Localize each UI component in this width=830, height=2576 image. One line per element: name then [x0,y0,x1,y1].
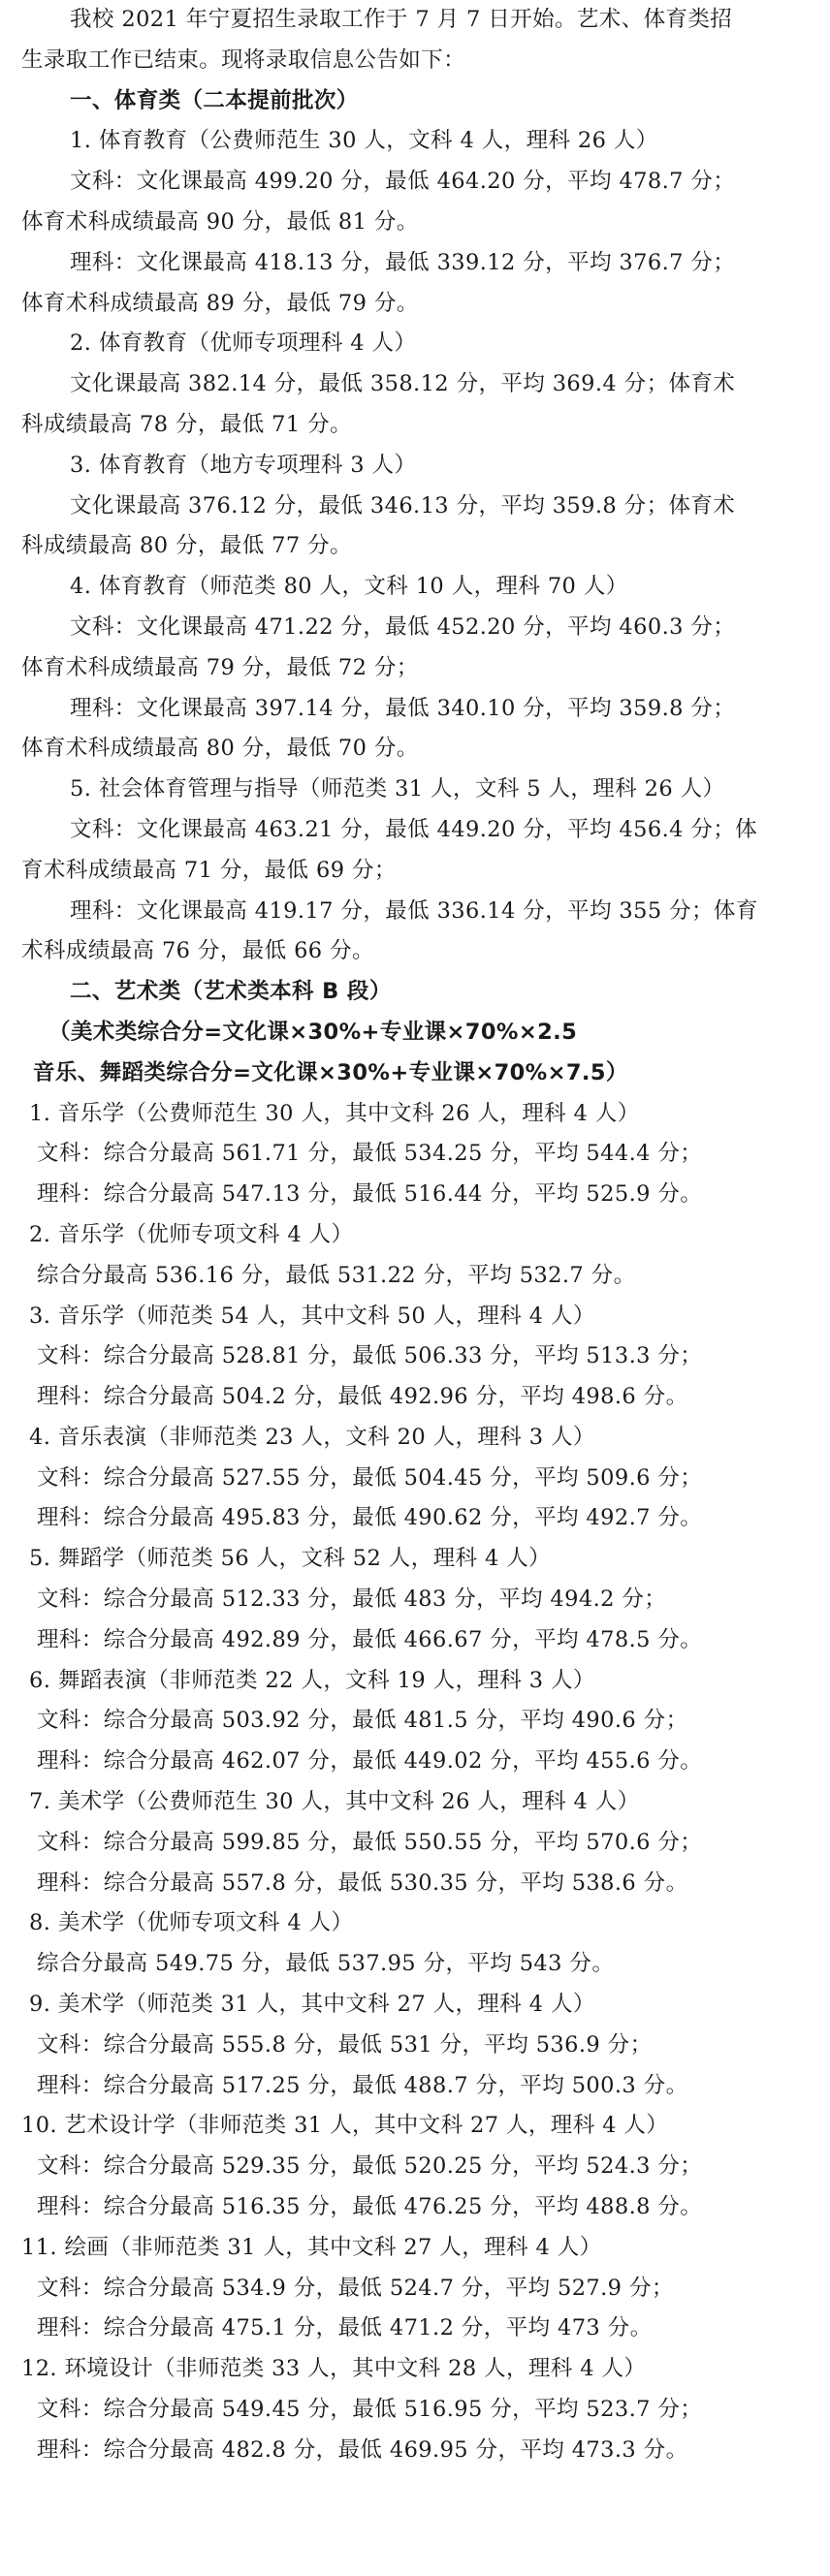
arts-line: 理科：综合分最高 495.83 分，最低 490.62 分，平均 492.7 分。 [37,1505,703,1531]
sports-line: 文化课最高 382.14 分，最低 358.12 分，平均 369.4 分；体育术 [70,371,736,397]
arts-item: 2. 音乐学（优师专项文科 4 人） [29,1221,354,1247]
arts-line: 文科：综合分最高 549.45 分，最低 516.95 分，平均 523.7 分； [37,2397,703,2423]
arts-line: 理科：综合分最高 492.89 分，最低 466.67 分，平均 478.5 分。 [37,1626,703,1652]
sports-item-4: 4. 体育教育（师范类 80 人，文科 10 人，理科 70 人） [70,574,628,600]
arts-line: 文科：综合分最高 512.33 分，最低 483 分，平均 494.2 分； [37,1586,667,1613]
arts-line: 综合分最高 536.16 分，最低 531.22 分，平均 532.7 分。 [37,1262,636,1288]
sports-line: 文化课最高 376.12 分，最低 346.13 分，平均 359.8 分；体育术 [70,492,736,518]
arts-item: 9. 美术学（师范类 31 人，其中文科 27 人，理科 4 人） [29,1992,595,2018]
arts-line: 理科：综合分最高 557.8 分，最低 530.35 分，平均 538.6 分。 [37,1869,688,1896]
arts-line: 文科：综合分最高 527.55 分，最低 504.45 分，平均 509.6 分； [37,1464,703,1491]
arts-line: 文科：综合分最高 529.35 分，最低 520.25 分，平均 524.3 分； [37,2153,703,2180]
arts-line: 文科：综合分最高 528.81 分，最低 506.33 分，平均 513.3 分； [37,1343,703,1369]
arts-line: 理科：综合分最高 462.07 分，最低 449.02 分，平均 455.6 分。 [37,1748,703,1775]
arts-item: 10. 艺术设计学（非师范类 31 人，其中文科 27 人，理科 4 人） [21,2113,669,2139]
arts-item: 8. 美术学（优师专项文科 4 人） [29,1910,354,1936]
sports-line: 理科：文化课最高 419.17 分，最低 336.14 分，平均 355 分；体育 [70,897,758,924]
arts-item: 12. 环境设计（非师范类 33 人，其中文科 28 人，理科 4 人） [21,2356,647,2382]
sports-line: 文科：文化课最高 499.20 分，最低 464.20 分，平均 478.7 分； [70,169,736,195]
sports-line: 文科：文化课最高 463.21 分，最低 449.20 分，平均 456.4 分；体 [70,816,758,842]
arts-line: 综合分最高 549.75 分，最低 537.95 分，平均 543 分。 [37,1951,615,1977]
arts-line: 理科：综合分最高 504.2 分，最低 492.96 分，平均 498.6 分。 [37,1384,688,1410]
sports-line: 体育术科成绩最高 90 分，最低 81 分。 [21,208,419,235]
sports-line: 科成绩最高 80 分，最低 77 分。 [21,533,352,559]
sports-line: 理科：文化课最高 397.14 分，最低 340.10 分，平均 359.8 分； [70,695,736,721]
section-heading-sports: 一、体育类（二本提前批次） [70,87,359,113]
sports-line: 科成绩最高 78 分，最低 71 分。 [21,411,352,437]
sports-line: 育术科成绩最高 71 分，最低 69 分； [21,857,397,883]
arts-item: 11. 绘画（非师范类 31 人，其中文科 27 人，理科 4 人） [21,2234,602,2260]
arts-line: 文科：综合分最高 555.8 分，最低 531 分，平均 536.9 分； [37,2031,653,2058]
formula-music-dance: 音乐、舞蹈类综合分=文化课×30%+专业课×70%×7.5） [33,1059,628,1085]
section-heading-arts: 二、艺术类（艺术类本科 B 段） [70,979,392,1005]
arts-line: 理科：综合分最高 482.8 分，最低 469.95 分，平均 473.3 分。 [37,2436,688,2463]
arts-line: 文科：综合分最高 599.85 分，最低 550.55 分，平均 570.6 分； [37,1829,703,1855]
sports-line: 体育术科成绩最高 80 分，最低 70 分。 [21,736,419,762]
arts-item: 4. 音乐表演（非师范类 23 人，文科 20 人，理科 3 人） [29,1424,595,1450]
sports-line: 术科成绩最高 76 分，最低 66 分。 [21,938,374,964]
sports-item-3: 3. 体育教育（地方专项理科 3 人） [70,452,417,478]
sports-line: 体育术科成绩最高 89 分，最低 79 分。 [21,290,419,316]
intro-line-2: 生录取工作已结束。现将录取信息公告如下： [21,47,466,73]
arts-item: 6. 舞蹈表演（非师范类 22 人，文科 19 人，理科 3 人） [29,1667,595,1693]
arts-line: 理科：综合分最高 516.35 分，最低 476.25 分，平均 488.8 分。 [37,2194,703,2220]
arts-line: 理科：综合分最高 517.25 分，最低 488.7 分，平均 500.3 分。 [37,2072,688,2098]
intro-line-1: 我校 2021 年宁夏招生录取工作于 7 月 7 日开始。艺术、体育类招 [70,7,733,32]
formula-fine-arts: （美术类综合分=文化课×30%+专业课×70%×2.5 [48,1019,578,1045]
arts-line: 理科：综合分最高 475.1 分，最低 471.2 分，平均 473 分。 [37,2315,653,2341]
arts-item: 7. 美术学（公费师范生 30 人，其中文科 26 人，理科 4 人） [29,1789,640,1815]
arts-line: 理科：综合分最高 547.13 分，最低 516.44 分，平均 525.9 分。 [37,1181,703,1208]
sports-line: 体育术科成绩最高 79 分，最低 72 分； [21,654,419,680]
arts-line: 文科：综合分最高 534.9 分，最低 524.7 分，平均 527.9 分； [37,2275,674,2301]
sports-line: 理科：文化课最高 418.13 分，最低 339.12 分，平均 376.7 分； [70,249,736,275]
sports-item-1: 1. 体育教育（公费师范生 30 人，文科 4 人，理科 26 人） [70,128,658,154]
arts-item: 3. 音乐学（师范类 54 人，其中文科 50 人，理科 4 人） [29,1303,595,1329]
arts-item: 1. 音乐学（公费师范生 30 人，其中文科 26 人，理科 4 人） [29,1100,640,1126]
arts-lines [21,1094,822,2471]
arts-line: 文科：综合分最高 561.71 分，最低 534.25 分，平均 544.4 分； [37,1141,703,1167]
arts-line: 文科：综合分最高 503.92 分，最低 481.5 分，平均 490.6 分； [37,1708,688,1734]
sports-line: 文科：文化课最高 471.22 分，最低 452.20 分，平均 460.3 分； [70,613,736,640]
arts-item: 5. 舞蹈学（师范类 56 人，文科 52 人，理科 4 人） [29,1546,552,1572]
sports-item-5: 5. 社会体育管理与指导（师范类 31 人，文科 5 人，理科 26 人） [70,776,725,802]
sports-item-2: 2. 体育教育（优师专项理科 4 人） [70,330,417,357]
